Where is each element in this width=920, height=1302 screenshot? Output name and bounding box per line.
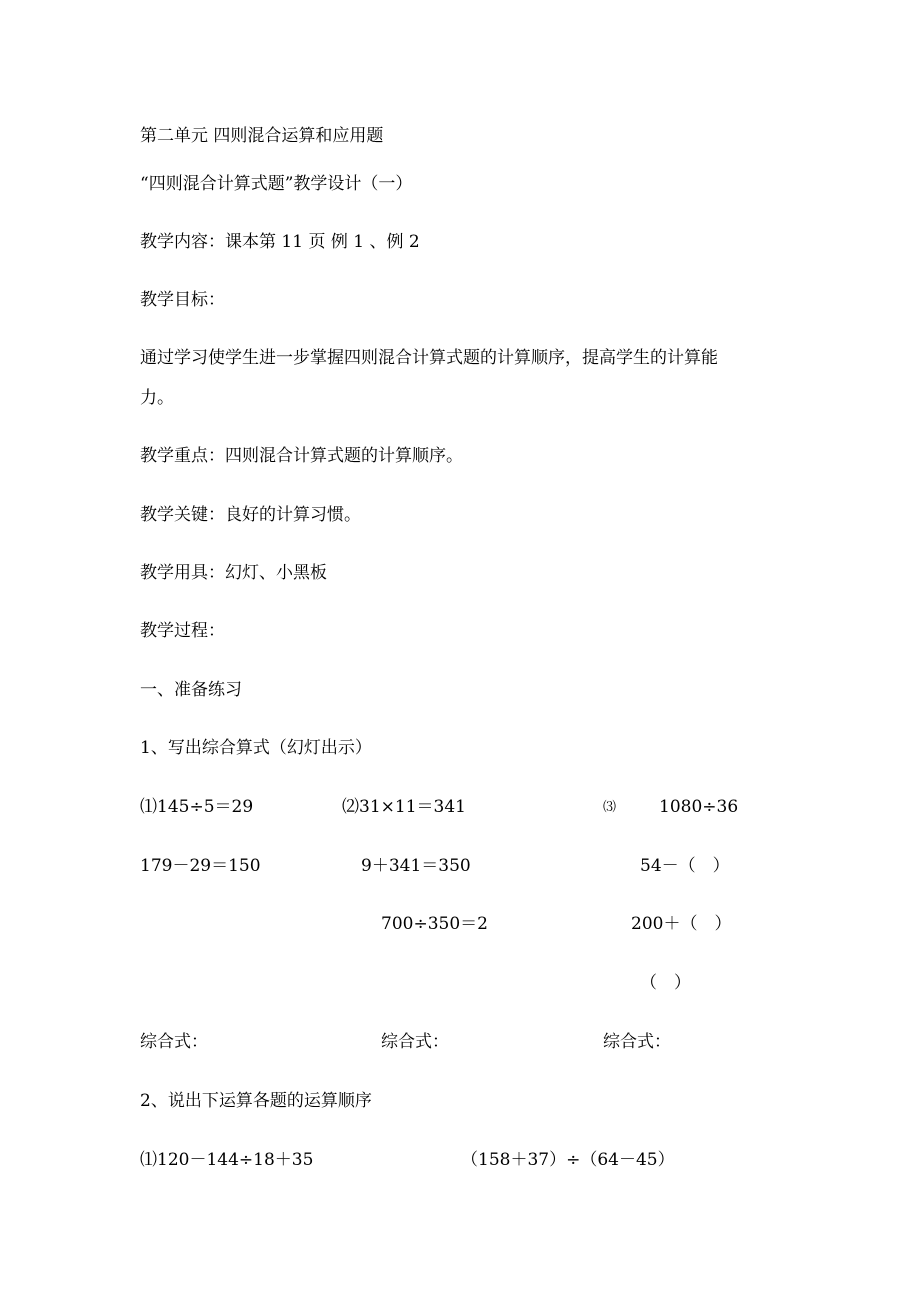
exercise-1-combined: 综合式： bbox=[140, 1032, 208, 1052]
teaching-key-point: 教学重点：四则混合计算式题的计算顺序。 bbox=[140, 446, 463, 466]
exercise-3-line1: 1080÷36 bbox=[659, 797, 739, 817]
teaching-objective-line1: 通过学习使学生进一步掌握四则混合计算式题的计算顺序，提高学生的计算能 bbox=[140, 348, 718, 368]
order-question-2: （158＋37）÷（64－45） bbox=[461, 1150, 675, 1170]
exercise-2-label: ⑵ bbox=[342, 797, 359, 817]
section-preparation: 一、准备练习 bbox=[140, 680, 242, 700]
exercise-2-line2: 9＋341＝350 bbox=[361, 856, 471, 876]
teaching-objective-label: 教学目标： bbox=[140, 290, 225, 310]
exercise-3-combined: 综合式： bbox=[603, 1032, 671, 1052]
exercise-1-line1 bbox=[140, 799, 253, 816]
exercise-3-line3: 200＋（ ） bbox=[631, 914, 732, 934]
exercise-3-line4: （ ） bbox=[640, 973, 691, 993]
exercise-2-expr1: 31×11＝341 bbox=[359, 797, 466, 817]
task-1: 1、写出综合算式（幻灯出示） bbox=[140, 738, 372, 758]
exercise-2-combined: 综合式： bbox=[381, 1032, 449, 1052]
teaching-content: 教学内容：课本第 11 页 例 1 、例 2 bbox=[140, 232, 420, 252]
exercise-1-line2: 179－29＝150 bbox=[140, 856, 261, 876]
exercise-1-label: ⑴ bbox=[140, 797, 157, 817]
exercise-2-line1 bbox=[342, 799, 466, 816]
exercise-1-expr1: 145÷5＝29 bbox=[157, 797, 254, 817]
lesson-title: “四则混合计算式题”教学设计（一） bbox=[140, 174, 413, 194]
unit-title: 第二单元 四则混合运算和应用题 bbox=[140, 126, 384, 146]
exercise-2-line3: 700÷350＝2 bbox=[381, 914, 488, 934]
exercise-3-line2: 54－（ ） bbox=[640, 856, 730, 876]
teaching-tools: 教学用具：幻灯、小黑板 bbox=[140, 563, 327, 583]
order-question-1: ⑴120－144÷18＋35 bbox=[140, 1150, 314, 1170]
teaching-objective-line2: 力。 bbox=[140, 388, 174, 408]
task-2: 2、说出下运算各题的运算顺序 bbox=[140, 1091, 372, 1111]
exercise-3-label: ⑶ bbox=[603, 800, 617, 815]
teaching-process-label: 教学过程： bbox=[140, 621, 225, 641]
teaching-key-issue: 教学关键：良好的计算习惯。 bbox=[140, 505, 361, 525]
